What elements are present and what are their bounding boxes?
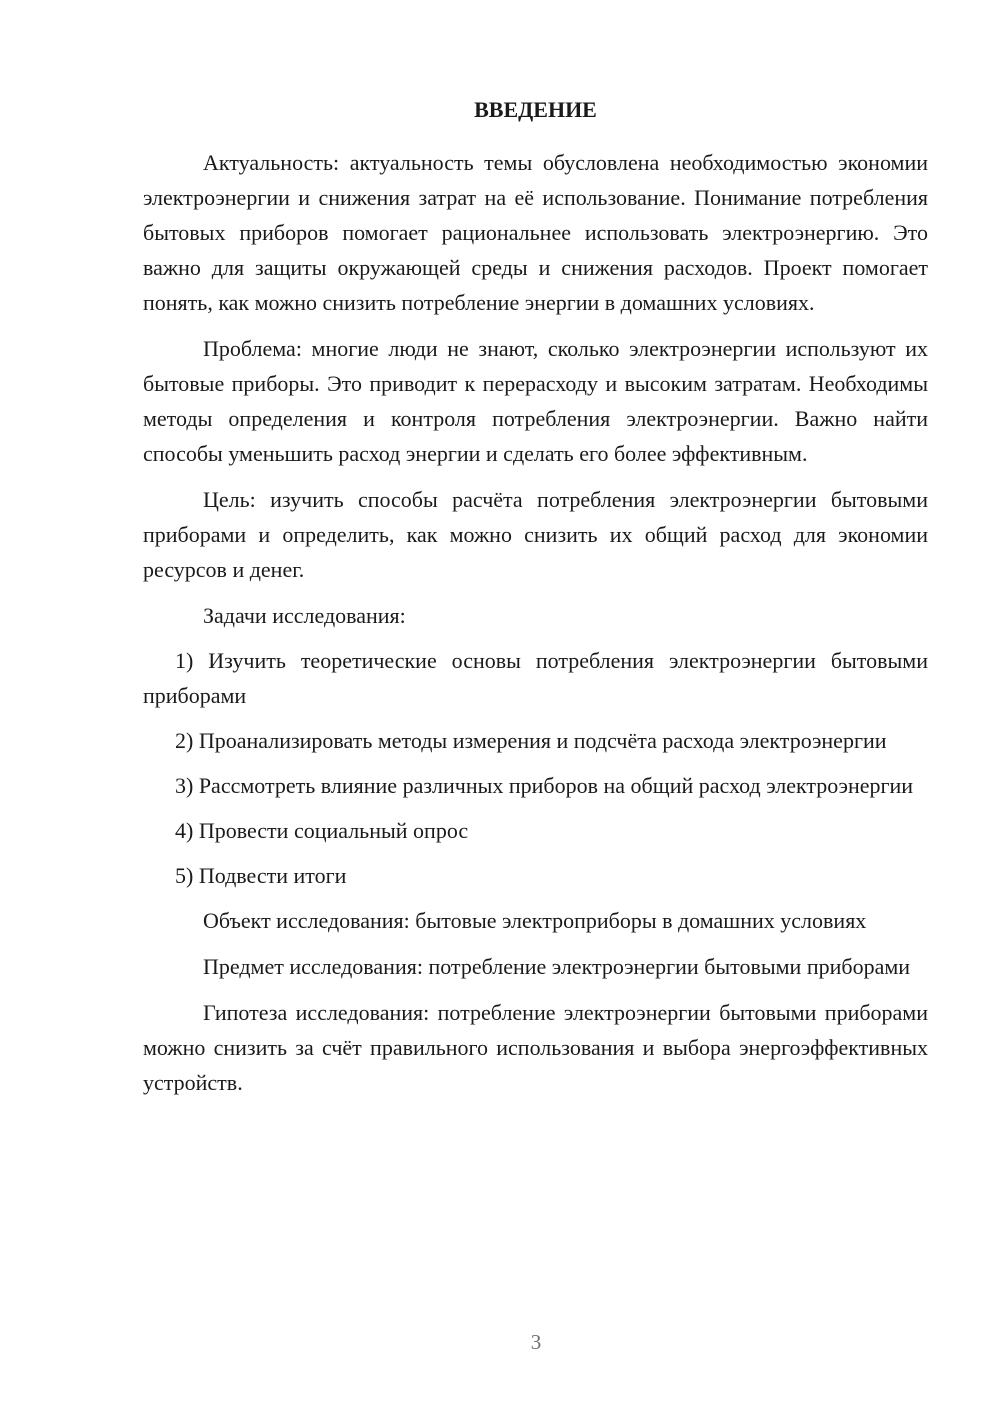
paragraph-relevance: Актуальность: актуальность темы обусловлена необходимостью экономии электроэнергии и снижения затрат на её использование. Понимание потребления бытовых приборов помогает рациональнее использовать электроэнергию. Это важно для защиты окружающей среды и снижения расходов. Проект помогает понять, как можно снизить потребление энергии в домашних условиях. — [143, 150, 928, 315]
document-page — [143, 92, 928, 1111]
page-title: ВВЕДЕНИЕ — [474, 97, 597, 122]
paragraph-problem: Проблема: многие люди не знают, сколько электроэнергии используют их бытовые приборы. Это приводит к перерасходу и высоким затратам. Необходимы методы определения и контроля потребления электроэнергии. Важно найти способы уменьшить расход энергии и сделать его более эффективным. — [143, 336, 928, 466]
task-item-3: 3) Рассмотреть влияние различных приборов на общий расход электроэнергии — [175, 773, 914, 798]
task-item-1: 1) Изучить теоретические основы потребления электроэнергии бытовыми приборами — [143, 648, 928, 708]
paragraph-object: Объект исследования: бытовые электроприборы в домашних условиях — [203, 908, 867, 933]
paragraph-subject: Предмет исследования: потребление электроэнергии бытовыми приборами — [203, 954, 911, 979]
page-number: 3 — [530, 1330, 542, 1354]
paragraph-tasks-heading: Задачи исследования: — [203, 603, 406, 628]
task-item-5: 5) Подвести итоги — [175, 863, 347, 888]
task-item-4: 4) Провести социальный опрос — [175, 818, 469, 843]
paragraph-hypothesis: Гипотеза исследования: потребление электроэнергии бытовыми приборами можно снизить за счёт правильного использования и выбора энергоэффективных устройств. — [143, 1000, 928, 1095]
task-item-2: 2) Проанализировать методы измерения и подсчёта расхода электроэнергии — [175, 728, 887, 753]
paragraph-goal: Цель: изучить способы расчёта потребления электроэнергии бытовыми приборами и определить, как можно снизить их общий расход для экономии ресурсов и денег. — [143, 487, 928, 582]
